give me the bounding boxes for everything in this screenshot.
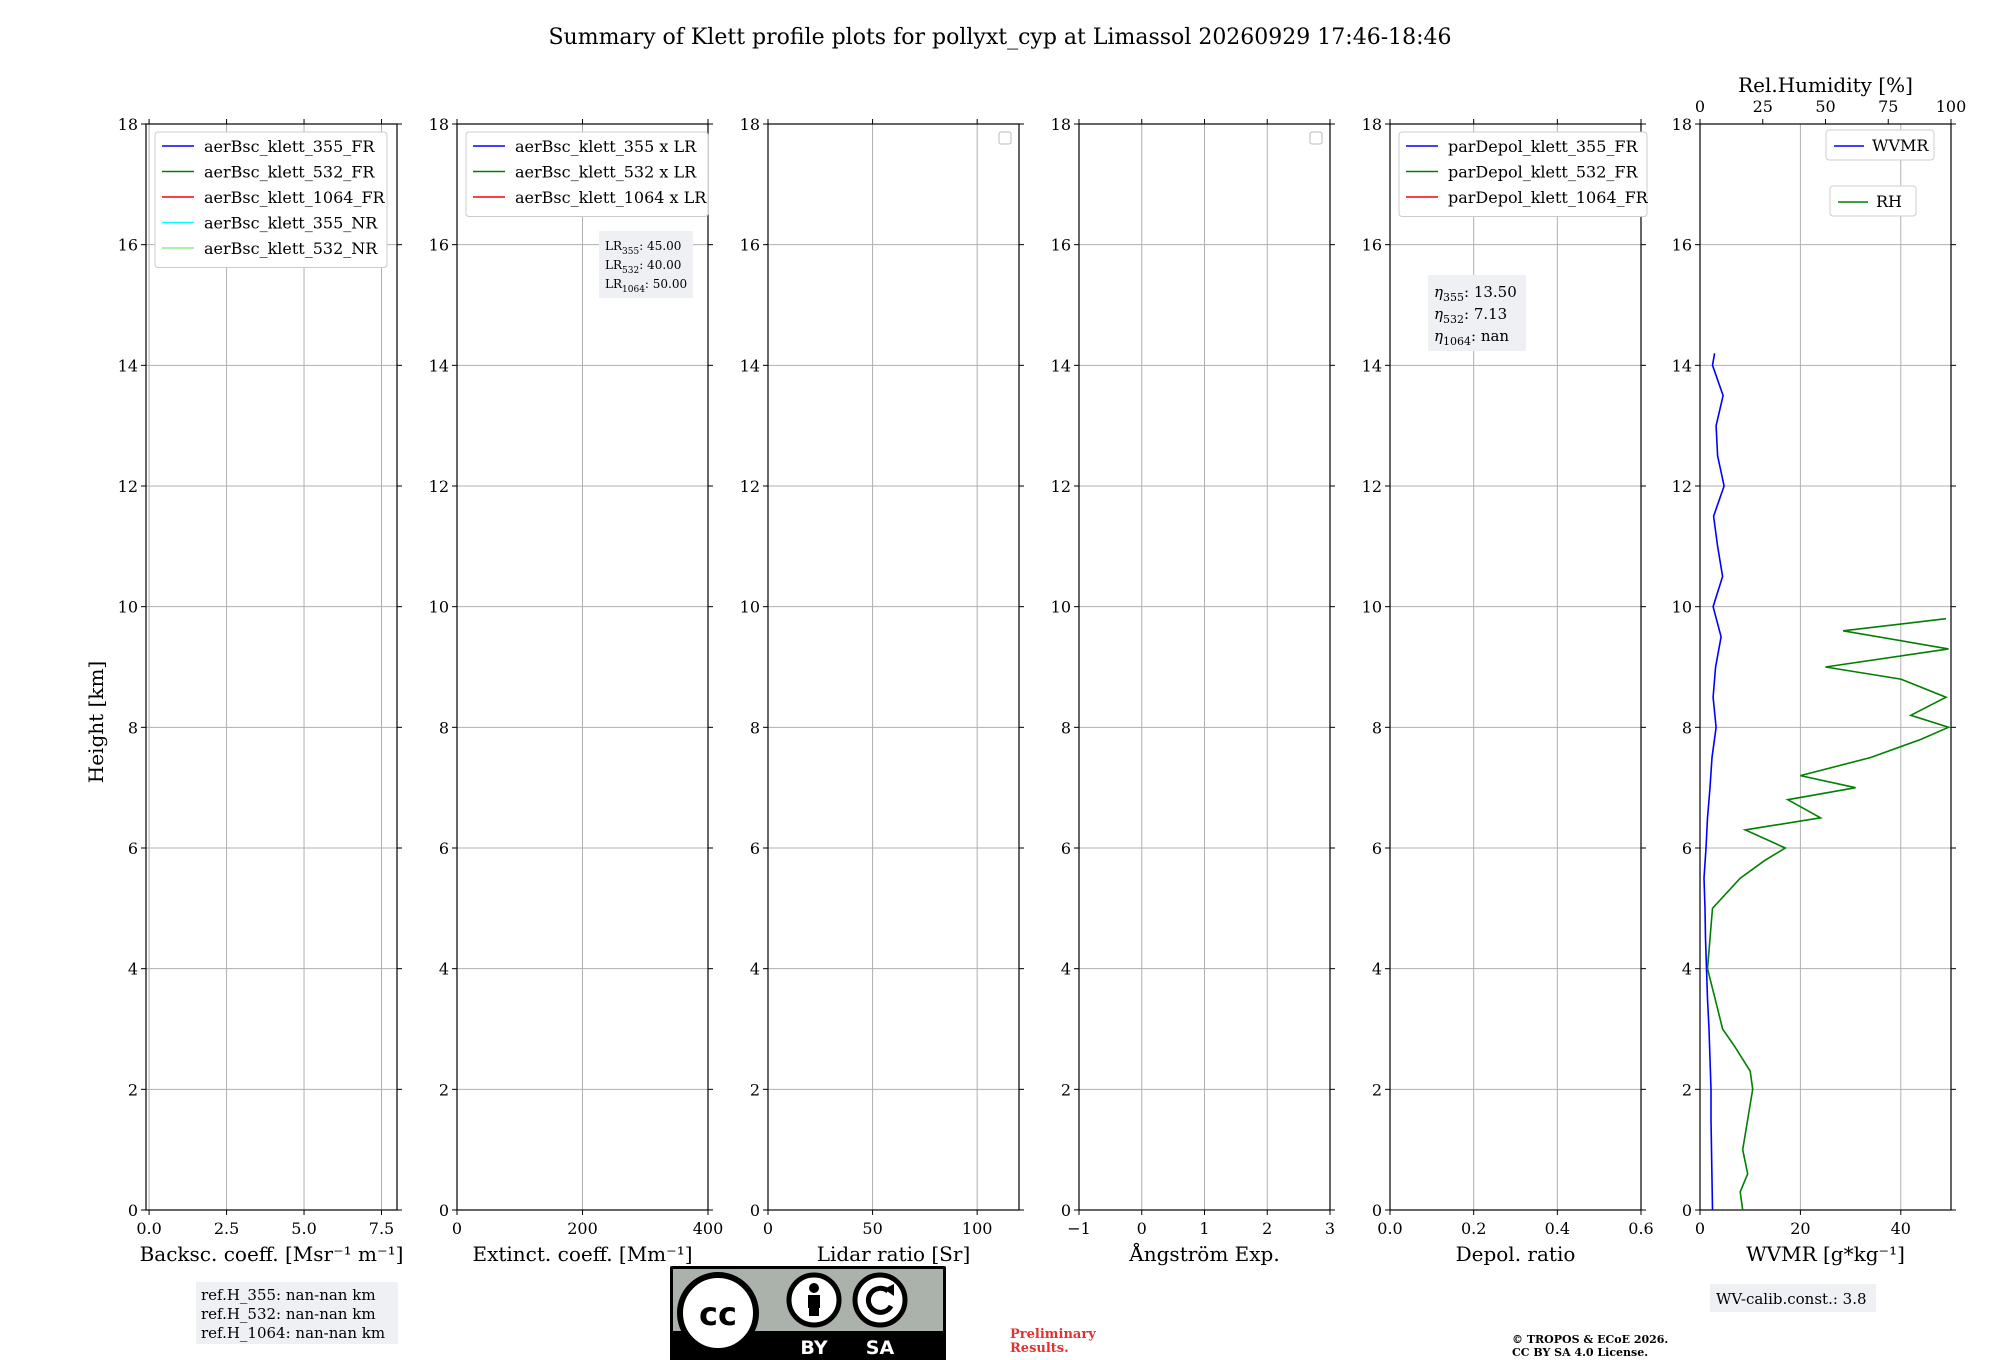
y-tick-label: 10: [1671, 597, 1692, 617]
y-tick-label: 6: [749, 839, 760, 858]
y-tick-label: 6: [1371, 839, 1382, 858]
copyright-line-1: © TROPOS & ECoE 2026.: [1512, 1333, 1669, 1346]
top-x-tick-label: 0: [1694, 97, 1706, 116]
y-tick-label: 0: [1681, 1201, 1692, 1220]
x-tick-label: 5.0: [291, 1219, 317, 1238]
legend-label: aerBsc_klett_532_FR: [204, 162, 375, 182]
legend: [155, 132, 387, 268]
x-tick-label: 400: [692, 1219, 724, 1238]
x-tick-label: 0.0: [1377, 1219, 1403, 1238]
legend-label: aerBsc_klett_1064_FR: [204, 188, 385, 207]
x-tick-label: 0: [1136, 1219, 1147, 1238]
y-tick-label: 14: [1050, 356, 1071, 376]
x-tick-label: 0: [451, 1219, 463, 1238]
legend-label: parDepol_klett_532_FR: [1448, 162, 1638, 182]
y-tick-label: 16: [1361, 235, 1382, 255]
x-tick-label: 20: [1790, 1219, 1811, 1238]
ref-height-355: ref.H_355: nan-nan km: [201, 1286, 376, 1304]
legend-label: aerBsc_klett_355_FR: [204, 137, 375, 156]
y-tick-label: 6: [1060, 839, 1071, 858]
panel-frame: [146, 124, 397, 1210]
top-x-tick-label: 25: [1752, 97, 1773, 116]
y-tick-label: 10: [1361, 597, 1382, 617]
legend-label: aerBsc_klett_532 x LR: [515, 162, 697, 182]
x-tick-label: 200: [567, 1219, 598, 1238]
y-tick-label: 0: [1371, 1201, 1382, 1220]
y-tick-label: 16: [739, 235, 760, 255]
y-tick-label: 16: [1671, 235, 1692, 255]
panel-2: [429, 115, 724, 1266]
y-tick-label: 2: [1681, 1080, 1692, 1100]
y-tick-label: 18: [428, 115, 449, 134]
y-tick-label: 4: [438, 959, 449, 979]
y-tick-label: 18: [1050, 115, 1071, 134]
y-tick-label: 16: [117, 235, 138, 255]
annotation-line: $\eta_{355}$: 13.50: [1434, 283, 1517, 304]
x-tick-label: 3: [1324, 1219, 1336, 1238]
y-tick-label: 0: [438, 1201, 449, 1220]
ref-heights-box: [196, 1282, 398, 1344]
x-tick-label: 50: [862, 1219, 883, 1238]
x-tick-label: 1: [1199, 1219, 1210, 1238]
y-tick-label: 2: [1371, 1080, 1382, 1100]
y-tick-label: 10: [117, 597, 138, 617]
y-tick-label: 2: [749, 1080, 760, 1100]
y-tick-label: 8: [127, 718, 138, 738]
copyright-line-2: CC BY SA 4.0 License.: [1512, 1346, 1649, 1359]
legend-label: aerBsc_klett_355 x LR: [515, 137, 697, 156]
legend-WVMR: [1826, 130, 1934, 160]
x-tick-label: 40: [1890, 1219, 1911, 1238]
legend-RH: [1830, 186, 1916, 216]
panel-5: [1362, 115, 1654, 1266]
legend: [466, 132, 708, 217]
y-tick-label: 8: [749, 718, 760, 738]
top-x-tick-label: 50: [1815, 97, 1836, 116]
x-tick-label: 2: [1262, 1219, 1273, 1238]
annotation-line: $LR_{532}$: 40.00: [605, 258, 682, 276]
y-tick-label: 18: [739, 115, 760, 134]
panel-6: [1672, 73, 1967, 1266]
sa-share-alike-icon: [855, 1275, 905, 1325]
x-axis-label: Backsc. coeff. [Msr⁻¹ m⁻¹]: [139, 1242, 404, 1266]
x-tick-label: 7.5: [368, 1219, 395, 1238]
y-tick-label: 18: [1671, 115, 1692, 134]
x-axis-label: WVMR [g*kg⁻¹]: [1746, 1242, 1905, 1266]
by-label: BY: [800, 1337, 828, 1359]
preliminary-label-1: Preliminary: [1010, 1327, 1096, 1342]
series-line-RH: [1708, 619, 1949, 1210]
x-tick-label: 0.0: [136, 1219, 162, 1238]
y-tick-label: 8: [1371, 718, 1382, 738]
y-tick-label: 10: [428, 597, 449, 617]
x-axis-label: Ångström Exp.: [1129, 1242, 1280, 1266]
panel-4: [1051, 115, 1335, 1266]
y-tick-label: 12: [1050, 477, 1071, 496]
y-tick-label: 12: [1361, 477, 1382, 496]
y-tick-label: 12: [428, 477, 449, 496]
y-tick-label: 10: [739, 597, 760, 617]
annotation-line: $\eta_{532}$: 7.13: [1434, 305, 1508, 326]
cc-by-sa-icon: [670, 1266, 946, 1360]
y-tick-label: 14: [117, 356, 138, 376]
wv-calib-text: WV-calib.const.: 3.8: [1716, 1290, 1867, 1308]
y-tick-label: 18: [1361, 115, 1382, 134]
y-tick-label: 0: [749, 1201, 760, 1220]
y-tick-label: 6: [127, 839, 138, 858]
y-tick-label: 14: [1361, 356, 1382, 376]
legend-label: aerBsc_klett_532_NR: [204, 239, 378, 258]
y-tick-label: 6: [438, 839, 449, 858]
x-axis-label: Lidar ratio [Sr]: [816, 1242, 971, 1266]
x-tick-label: 100: [961, 1219, 993, 1238]
x-tick-label: −1: [1067, 1219, 1091, 1238]
y-tick-label: 12: [739, 477, 760, 496]
ref-height-532: ref.H_532: nan-nan km: [201, 1305, 376, 1323]
x-tick-label: 0.2: [1460, 1219, 1487, 1238]
y-tick-label: 8: [1060, 718, 1071, 738]
y-tick-label: 4: [127, 959, 138, 979]
y-tick-label: 4: [1371, 959, 1382, 979]
annotation-line: $LR_{1064}$: 50.00: [605, 277, 688, 295]
y-tick-label: 2: [438, 1080, 449, 1100]
series-line-WVMR: [1704, 353, 1724, 1210]
legend: [1399, 132, 1649, 217]
y-tick-label: 8: [1681, 718, 1692, 738]
x-tick-label: 0: [1694, 1219, 1706, 1238]
x-tick-label: 0.6: [1628, 1219, 1654, 1238]
y-tick-label: 4: [749, 959, 760, 979]
figure-title: Summary of Klett profile plots for pollyxt_cyp at Limassol 20260929 17:46-18:46: [548, 25, 1452, 50]
empty-legend-box: [999, 132, 1011, 144]
top-x-tick-label: 75: [1878, 97, 1899, 116]
y-tick-label: 18: [117, 115, 138, 134]
top-x-tick-label: 100: [1935, 97, 1967, 116]
y-tick-label: 12: [117, 477, 138, 496]
annotation-box: [1428, 275, 1526, 351]
y-tick-label: 2: [1060, 1080, 1071, 1100]
x-tick-label: 2.5: [213, 1219, 240, 1238]
legend-label: RH: [1876, 192, 1902, 211]
annotation-box: [599, 231, 693, 298]
panels-group: [118, 73, 1967, 1266]
legend-frame: [1830, 186, 1916, 216]
y-tick-label: 16: [428, 235, 449, 255]
y-tick-label: 12: [1671, 477, 1692, 496]
y-tick-label: 14: [739, 356, 760, 376]
panel-frame: [768, 124, 1019, 1210]
y-tick-label: 6: [1681, 839, 1692, 858]
y-axis-label: Height [km]: [84, 660, 108, 784]
x-axis-label: Extinct. coeff. [Mm⁻¹]: [472, 1242, 693, 1266]
panel-1: [118, 115, 404, 1266]
annotation-line: $LR_{355}$: 45.00: [605, 239, 682, 257]
y-tick-label: 4: [1060, 959, 1071, 979]
y-tick-label: 4: [1681, 959, 1692, 979]
wv-calib-box: [1710, 1284, 1876, 1312]
legend-label: parDepol_klett_355_FR: [1448, 137, 1638, 156]
y-tick-label: 16: [1050, 235, 1071, 255]
y-tick-label: 0: [127, 1201, 138, 1220]
annotation-line: $\eta_{1064}$: nan: [1434, 327, 1510, 348]
cc-letters: cc: [699, 1295, 737, 1333]
legend-label: parDepol_klett_1064_FR: [1448, 188, 1648, 207]
x-axis-label: Depol. ratio: [1455, 1242, 1576, 1266]
y-tick-label: 8: [438, 718, 449, 738]
y-tick-label: 2: [127, 1080, 138, 1100]
sa-label: SA: [865, 1337, 895, 1359]
legend-label: aerBsc_klett_1064 x LR: [515, 188, 707, 207]
y-tick-label: 14: [1671, 356, 1692, 376]
y-tick-label: 14: [428, 356, 449, 376]
empty-legend-box: [1310, 132, 1322, 144]
x-tick-label: 0: [762, 1219, 774, 1238]
y-tick-label: 0: [1060, 1201, 1071, 1220]
preliminary-label-2: Results.: [1010, 1341, 1069, 1356]
x-tick-label: 0.4: [1544, 1219, 1571, 1238]
ref-height-1064: ref.H_1064: nan-nan km: [201, 1324, 386, 1342]
legend-label: aerBsc_klett_355_NR: [204, 213, 378, 233]
panel-3: [740, 115, 1024, 1266]
top-axis-label: Rel.Humidity [%]: [1738, 73, 1913, 97]
y-tick-label: 10: [1050, 597, 1071, 617]
legend-label: WVMR: [1872, 136, 1929, 155]
